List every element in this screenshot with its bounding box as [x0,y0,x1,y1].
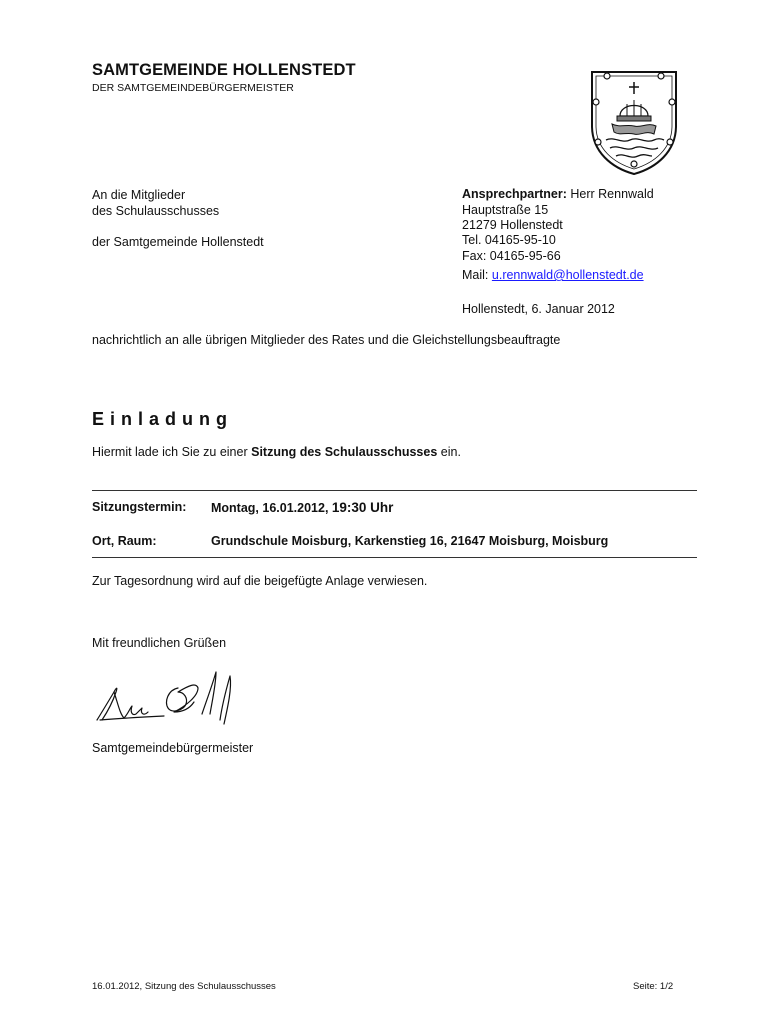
contact-fax: Fax: 04165-95-66 [462,249,561,263]
intro-post: ein. [440,445,461,459]
contact-street: Hauptstraße 15 [462,203,549,217]
footer-left: 16.01.2012, Sitzung des Schulausschusses [92,981,276,992]
closing-greeting: Mit freundlichen Grüßen [92,636,227,650]
meeting-date-value [211,500,393,515]
mail-label: Mail: [462,268,489,282]
contact-person [462,187,654,203]
signer-title: Samtgemeindebürgermeister [92,741,254,755]
meeting-date: Montag, 16.01.2012, [211,501,329,515]
recipient-line: der Samtgemeinde Hollenstedt [92,235,264,249]
agenda-reference: Zur Tagesordnung wird auf die beigefügte Anlage verwiesen. [92,574,428,588]
organization-name: SAMTGEMEINDE HOLLENSTEDT [92,61,356,79]
page-number: Seite: 1/2 [633,981,674,992]
meeting-date-label: Sitzungstermin: [92,500,187,514]
cc-line: nachrichtlich an alle übrigen Mitglieder des Rates und die Gleichstellungsbeauftragte [92,333,561,347]
email-link[interactable]: u.rennwald@hollenstedt.de [491,268,644,282]
recipient-line: An die Mitglieder [92,188,186,202]
meeting-place-value: Grundschule Moisburg, Karkenstieg 16, 21647 Moisburg, Moisburg [211,534,609,548]
place-date: Hollenstedt, 6. Januar 2012 [462,302,615,316]
organization-subtitle: DER SAMTGEMEINDEBÜRGERMEISTER [92,82,294,94]
contact-phone: Tel. 04165-95-10 [462,233,556,247]
intro-pre: Hiermit lade ich Sie zu einer [92,445,248,459]
contact-name: Herr Rennwald [570,187,654,201]
contact-mail [462,268,644,284]
contact-city: 21279 Hollenstedt [462,218,563,232]
divider [92,557,697,558]
recipient-line: des Schulausschusses [92,204,220,218]
document-title: Einladung [92,409,233,429]
divider [92,490,697,491]
meeting-time: 19:30 Uhr [331,500,394,515]
intro-bold: Sitzung des Schulausschusses [251,445,438,459]
contact-label: Ansprechpartner: [462,187,567,201]
intro-text [92,445,461,459]
coat-of-arms-logo [584,64,684,176]
meeting-place-label: Ort, Raum: [92,534,157,548]
handwritten-signature [94,662,244,732]
